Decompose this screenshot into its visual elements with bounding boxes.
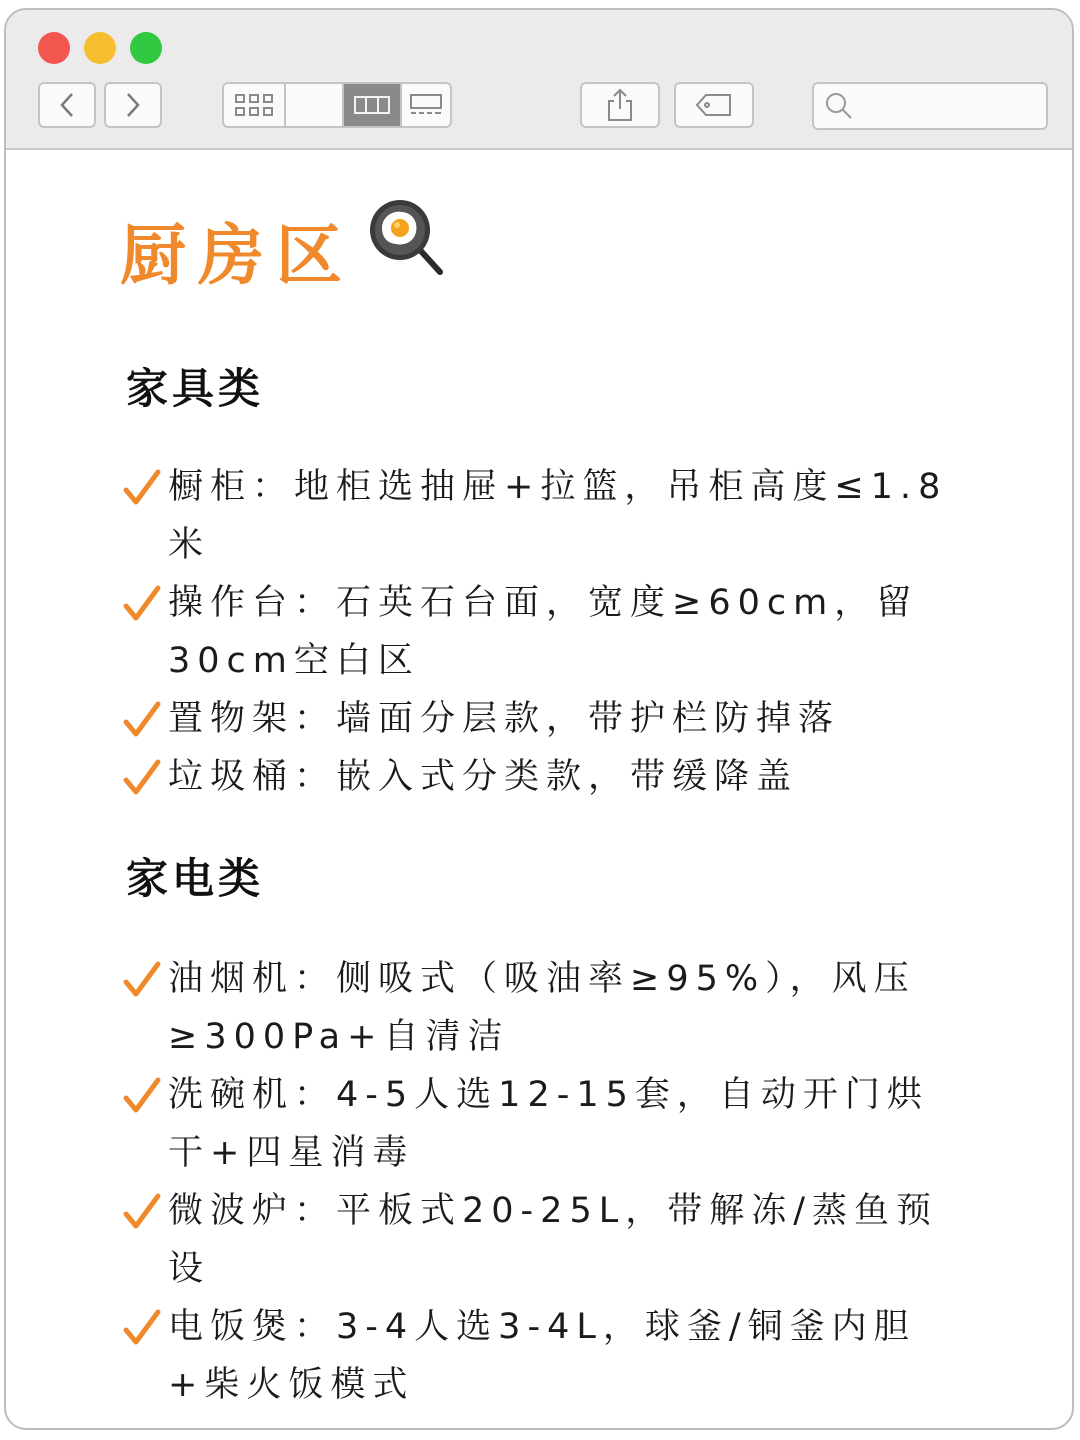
- checkmark-icon: [122, 1298, 162, 1356]
- tag-icon: [694, 92, 734, 118]
- checkmark-icon: [122, 690, 162, 748]
- window-toolbar: [6, 10, 1072, 150]
- item-text: 平板式20-25L，带解冻/蒸鱼预设: [168, 1191, 939, 1289]
- section-title-appliances: 家电类: [126, 854, 265, 903]
- checkmark-icon: [122, 1182, 162, 1240]
- close-window-button[interactable]: [38, 32, 70, 64]
- page-title: 厨房区: [120, 216, 354, 294]
- gallery-view-icon: [408, 92, 444, 118]
- column-view-icon: [353, 94, 391, 116]
- item-text: 侧吸式（吸油率≥95%），风压≥300Pa+自清洁: [168, 959, 916, 1057]
- minimize-window-button[interactable]: [84, 32, 116, 64]
- item-text: 地柜选抽屉+拉篮，吊柜高度≤1.8米: [168, 467, 948, 565]
- checkmark-icon: [122, 1066, 162, 1124]
- item-label: 置物架：: [168, 699, 337, 739]
- grid-view-button[interactable]: [224, 84, 286, 126]
- item-label: 洗碗机：: [168, 1075, 337, 1115]
- note-content: [6, 150, 1072, 1428]
- item-label: 垃圾桶：: [168, 757, 337, 797]
- browser-window: [4, 8, 1074, 1430]
- item-text: 4-5人选12-15套，自动开门烘干+四星消毒: [168, 1075, 929, 1173]
- item-label: 微波炉：: [168, 1191, 337, 1231]
- checkmark-icon: [122, 458, 162, 516]
- chevron-left-icon: [57, 91, 77, 119]
- chevron-right-icon: [123, 91, 143, 119]
- search-field[interactable]: [812, 82, 1048, 130]
- checkmark-icon: [122, 748, 162, 806]
- share-icon: [605, 87, 635, 123]
- item-text: 3-4人选3-4L，球釜/铜釜内胆+柴火饭模式: [168, 1307, 916, 1405]
- frying-pan-egg-icon: [368, 198, 448, 278]
- item-label: 油烟机：: [168, 959, 337, 999]
- list-item: [122, 950, 962, 1066]
- item-label: 电饭煲：: [168, 1307, 337, 1347]
- grid-view-icon: [234, 92, 274, 118]
- list-item: [122, 1298, 962, 1414]
- share-button[interactable]: [580, 82, 660, 128]
- list-item: [122, 574, 962, 690]
- forward-button[interactable]: [104, 82, 162, 128]
- checkmark-icon: [122, 950, 162, 1008]
- list-item: [122, 690, 962, 748]
- item-text: 嵌入式分类款，带缓降盖: [336, 757, 799, 797]
- tag-button[interactable]: [674, 82, 754, 128]
- search-icon: [824, 91, 854, 121]
- gallery-view-button[interactable]: [402, 84, 450, 126]
- item-text: 墙面分层款，带护栏防掉落: [336, 699, 841, 739]
- section-title-furniture: 家具类: [126, 364, 265, 413]
- checkmark-icon: [122, 574, 162, 632]
- item-text: 石英石台面，宽度≥60cm，留30cm空白区: [168, 583, 919, 681]
- list-item: [122, 1182, 962, 1298]
- back-button[interactable]: [38, 82, 96, 128]
- list-item: [122, 748, 962, 806]
- view-mode-segmented-control: [222, 82, 452, 128]
- item-label: 操作台：: [168, 583, 337, 623]
- list-item: [122, 1066, 962, 1182]
- zoom-window-button[interactable]: [130, 32, 162, 64]
- item-label: 橱柜：: [168, 467, 295, 507]
- list-item: [122, 458, 962, 574]
- list-view-button[interactable]: [286, 84, 344, 126]
- column-view-button[interactable]: [344, 84, 402, 126]
